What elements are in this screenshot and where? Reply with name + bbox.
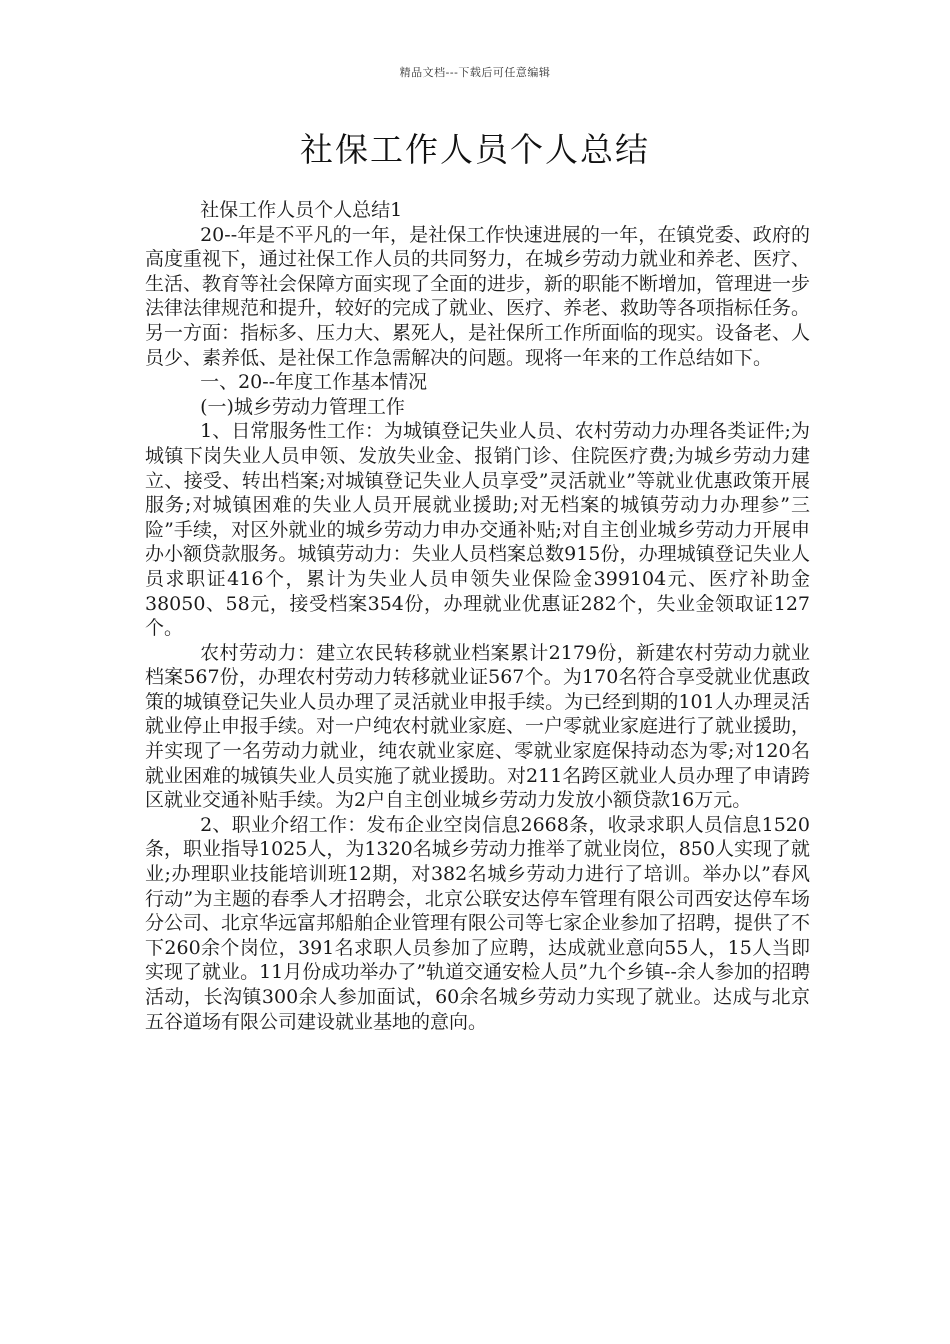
paragraph: 农村劳动力：建立农民转移就业档案累计2179份，新建农村劳动力就业档案567份，办理农村劳动力转移就业证567个。为170名符合享受就业优惠政策的城镇登记失业人员办理了灵活就业申报手续。为已经到期的101人办理灵活就业停止申报手续。对一户纯农村就业家庭、一户零就业家庭进行了就业援助，并实现了一名劳动力就业，纯农就业家庭、零就业家庭保持动态为零;对120名就业困难的城镇失业人员实施了就业援助。对211名跨区就业人员办理了申请跨区就业交通补贴手续。为2户自主创业城乡劳动力发放小额贷款16万元。 <box>145 641 811 812</box>
paragraph: 1、日常服务性工作：为城镇登记失业人员、农村劳动力办理各类证件;为城镇下岗失业人员申领、发放失业金、报销门诊、住院医疗费;为城乡劳动力建立、接受、转出档案;对城镇登记失业人员享受”灵活就业”等就业优惠政策开展服务;对城镇困难的失业人员开展就业援助;对无档案的城镇劳动力办理参”三险”手续，对区外就业的城乡劳动力申办交通补贴;对自主创业城乡劳动力开展申办小额贷款服务。城镇劳动力：失业人员档案总数915份，办理城镇登记失业人员求职证416个，累计为失业人员申领失业保险金399104元、医疗补助金38050、58元，接受档案354份，办理就业优惠证282个，失业金领取证127个。 <box>145 420 810 640</box>
section-heading: 社保工作人员个人总结1 <box>200 199 403 221</box>
paragraph: 2、职业介绍工作：发布企业空岗信息2668条，收录求职人员信息1520条，职业指导1025人，为1320名城乡劳动力推举了就业岗位，850人实现了就业;办理职业技能培训班12期，对382名城乡劳动力进行了培训。举办以”春风行动”为主题的春季人才招聘会，北京公联安达停车管理有限公司西安达停车场分公司、北京华远富邦船舶企业管理有限公司等七家企业参加了招聘，提供了不下260余个岗位，391名求职人员参加了应聘，达成就业意向55人，15人当即实现了就业。11月份成功举办了”轨道交通安检人员”九个乡镇--余人参加的招聘活动，长沟镇300余人参加面试，60余名城乡劳动力实现了就业。达成与北京五谷道场有限公司建设就业基地的意向。 <box>145 813 811 1033</box>
document-title: 社保工作人员个人总结 <box>300 130 650 169</box>
section-heading: 一、20--年度工作基本情况 <box>200 371 428 394</box>
header-note: 精品文档---下载后可任意编辑 <box>399 66 551 79</box>
document-body <box>145 198 810 1034</box>
paragraph: 20--年是不平凡的一年，是社保工作快速进展的一年，在镇党委、政府的高度重视下，通过社保工作人员的共同努力，在城乡劳动力就业和养老、医疗、生活、教育等社会保障方面实现了全面的进步，新的职能不断增加，管理进一步法律法律规范和提升，较好的完成了就业、医疗、养老、救助等各项指标任务。另一方面：指标多、压力大、累死人，是社保所工作所面临的现实。设备老、人员少、素养低、是社保工作急需解决的问题。现将一年来的工作总结如下。 <box>145 223 811 369</box>
section-heading: (一)城乡劳动力管理工作 <box>200 395 405 418</box>
